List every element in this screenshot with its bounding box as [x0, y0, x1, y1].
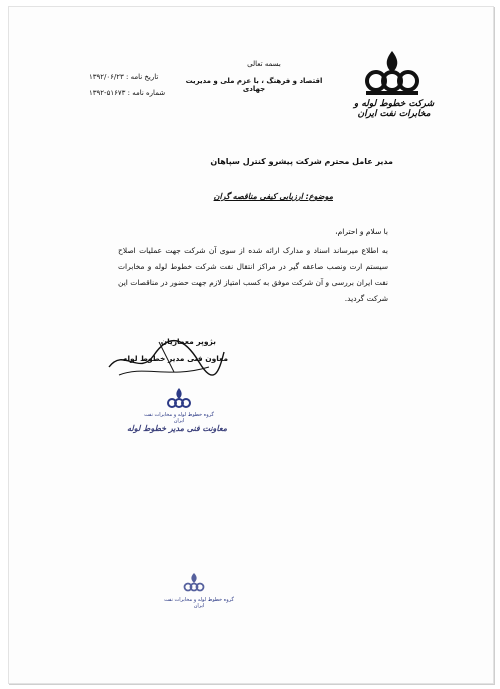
recipient-line: مدیر عامل محترم شرکت پیشرو کنترل سپاهان [210, 157, 393, 166]
stamp-emblem-icon [166, 387, 192, 411]
letter-page [8, 6, 494, 684]
signatory-name: بژوپر معماریان [160, 337, 216, 346]
motto-line: اقتصاد و فرهنگ ، با عزم ملی و مدیریت جهادی [185, 77, 323, 93]
nioc-flame-logo-icon [362, 49, 422, 99]
stamp-emblem-icon [182, 572, 206, 594]
stamp-org-text: گروه خطوط لوله و مخابرات نفت ایران [144, 412, 214, 424]
letter-date: تاریخ نامه : ۱۳۹۲/۰۶/۲۳ [89, 73, 159, 81]
stamp-org-text-2: گروه خطوط لوله و مخابرات نفت ایران [164, 597, 234, 609]
signatory-title: معاون فنی مدیر خطوط لوله [122, 354, 228, 363]
stamp-department-text: معاونت فنی مدیر خطوط لوله [126, 424, 228, 433]
company-name: شرکت خطوط لوله و مخابرات نفت ایران [353, 99, 435, 119]
subject-line: موضوع: ارزیابی کیفی مناقصه گران [213, 192, 333, 201]
letter-number: شماره نامه : ۵۱۶۷۳-۱۳۹۲ [89, 89, 166, 97]
bismillah-heading: بسمه تعالی [247, 60, 281, 68]
greeting-line: با سلام و احترام، [335, 227, 388, 236]
letter-body: به اطلاع میرساند اسناد و مدارک ارائه شده از سوی آن شرکت جهت عملیات اصلاح سیستم ارت ونصب صاعقه گیر در مراکز انتقال نفت شرکت خطوط لوله و مخابرات نفت ایران بررسی و آن شرکت موفق به کسب امتیاز لازم جهت حضور در مناقصات این شرکت گردید. [118, 246, 388, 303]
